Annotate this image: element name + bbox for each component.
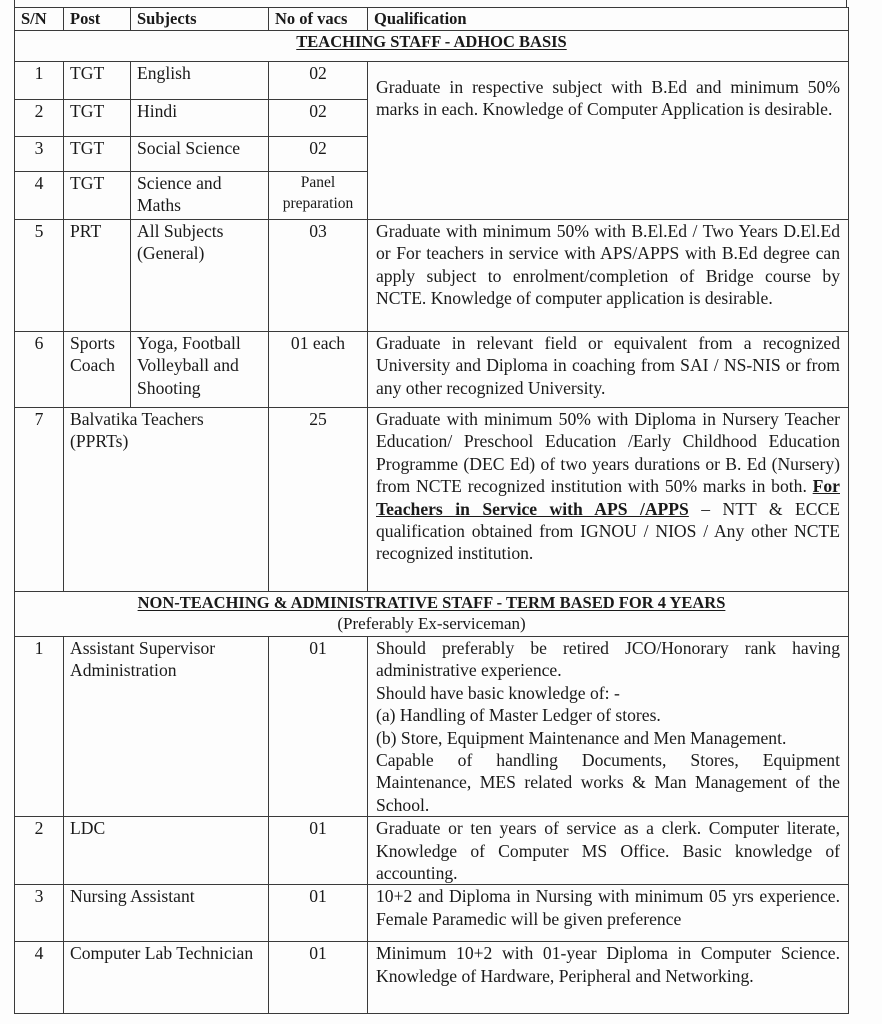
- section-row-teaching: [15, 31, 849, 62]
- table-row: [15, 637, 849, 817]
- cell-sn: 1: [15, 62, 64, 100]
- vacancy-table: [14, 7, 849, 1014]
- qualification-line: (a) Handling of Master Ledger of stores.: [376, 705, 661, 726]
- cell-vacancies: 02: [269, 100, 368, 137]
- cell-post: Assistant Supervisor Administration: [64, 637, 269, 817]
- cell-post: Computer Lab Technician: [64, 942, 269, 1014]
- cell-vacancies: 02: [269, 137, 368, 172]
- table-row: [15, 220, 849, 332]
- qualification-line: Should preferably be retired JCO/Honorary rank having administrative experience.: [376, 638, 840, 681]
- cell-sn: 3: [15, 137, 64, 172]
- qualification-line: Should have basic knowledge of: -: [376, 682, 620, 703]
- table-row: [15, 62, 849, 100]
- cell-subjects: Social Science: [131, 137, 269, 172]
- section-row-non-teaching: [15, 592, 849, 637]
- table-top-continuation: [14, 0, 847, 7]
- cell-post: TGT: [64, 100, 131, 137]
- table-row: [15, 817, 849, 885]
- section-cell-teaching: [15, 31, 849, 62]
- qualification-text: Graduate with minimum 50% with Diploma in Nursery Teacher Education/ Preschool Education /Early Childhood Education Programme (DEC Ed) of two years durations or B. Ed (Nursery) from NCTE recognized institution with 50% marks in both.: [376, 409, 840, 497]
- cell-sn: 4: [15, 172, 64, 220]
- section-title-teaching: TEACHING STAFF - ADHOC BASIS: [296, 32, 567, 51]
- section-subtitle-non-teaching: (Preferably Ex-serviceman): [337, 614, 526, 633]
- cell-sn: 2: [15, 100, 64, 137]
- cell-vacancies: 01 each: [269, 332, 368, 408]
- header-post: Post: [64, 8, 131, 31]
- cell-subjects: Yoga, Football Volleyball and Shooting: [131, 332, 269, 408]
- header-vacancies: No of vacs: [269, 8, 368, 31]
- cell-vacancies: 01: [269, 817, 368, 885]
- cell-sn: 4: [15, 942, 64, 1014]
- cell-qualification: [368, 408, 849, 592]
- cell-post: Nursing Assistant: [64, 885, 269, 942]
- table-header-row: [15, 8, 849, 31]
- cell-sn: 7: [15, 408, 64, 592]
- cell-sn: 3: [15, 885, 64, 942]
- table-row: [15, 885, 849, 942]
- cell-sn: 2: [15, 817, 64, 885]
- header-subjects: Subjects: [131, 8, 269, 31]
- cell-sn: 1: [15, 637, 64, 817]
- cell-qualification-tgt: Graduate in respective subject with B.Ed and minimum 50% marks in each. Knowledge of Computer Application is desirable.: [368, 62, 849, 220]
- cell-qualification: Graduate with minimum 50% with B.El.Ed / Two Years D.El.Ed or For teachers in service with APS/APPS with B.Ed degree can apply subject to enrolment/completion of Bridge course by NCTE. Knowledge of computer application is desirable.: [368, 220, 849, 332]
- cell-vacancies: 25: [269, 408, 368, 592]
- cell-vacancies: 01: [269, 885, 368, 942]
- cell-qualification: 10+2 and Diploma in Nursing with minimum 05 yrs experience. Female Paramedic will be given preference: [368, 885, 849, 942]
- cell-vacancies: Panel preparation: [269, 172, 368, 220]
- table-row: [15, 408, 849, 592]
- cell-subjects: All Subjects (General): [131, 220, 269, 332]
- table-row: [15, 942, 849, 1014]
- cell-qualification: Graduate in relevant field or equivalent from a recognized University and Diploma in coaching from SAI / NS-NIS or from any other recognized University.: [368, 332, 849, 408]
- cell-qualification: [368, 637, 849, 817]
- cell-sn: 5: [15, 220, 64, 332]
- cell-vacancies: 02: [269, 62, 368, 100]
- cell-vacancies: 01: [269, 942, 368, 1014]
- cell-sn: 6: [15, 332, 64, 408]
- cell-post: Balvatika Teachers (PPRTs): [64, 408, 269, 592]
- qualification-line: (b) Store, Equipment Maintenance and Men Management.: [376, 727, 787, 748]
- cell-post: Sports Coach: [64, 332, 131, 408]
- cell-qualification: Graduate or ten years of service as a clerk. Computer literate, Knowledge of Computer MS Office. Basic knowledge of accounting.: [368, 817, 849, 885]
- section-cell-non-teaching: [15, 592, 849, 637]
- header-qualification: Qualification: [368, 8, 849, 31]
- qualification-line: Capable of handling Documents, Stores, Equipment Maintenance, MES related works & Man Management of the School.: [376, 750, 840, 815]
- cell-post: TGT: [64, 137, 131, 172]
- header-sn: S/N: [15, 8, 64, 31]
- cell-subjects: English: [131, 62, 269, 100]
- cell-post: PRT: [64, 220, 131, 332]
- cell-qualification: Minimum 10+2 with 01-year Diploma in Computer Science. Knowledge of Hardware, Peripheral and Networking.: [368, 942, 849, 1014]
- cell-post: TGT: [64, 62, 131, 100]
- cell-subjects: Science and Maths: [131, 172, 269, 220]
- cell-vacancies: 01: [269, 637, 368, 817]
- table-row: [15, 332, 849, 408]
- qualification-tail: – NTT & ECCE qualification obtained from IGNOU / NIOS / Any other NCTE recognized institution.: [376, 498, 841, 564]
- section-title-non-teaching: NON-TEACHING & ADMINISTRATIVE STAFF - TERM BASED FOR 4 YEARS: [137, 593, 726, 612]
- cell-vacancies: 03: [269, 220, 368, 332]
- qualification-emphasis: For Teachers in Service with APS /APPS: [376, 476, 840, 519]
- cell-post: TGT: [64, 172, 131, 220]
- cell-post: LDC: [64, 817, 269, 885]
- cell-subjects: Hindi: [131, 100, 269, 137]
